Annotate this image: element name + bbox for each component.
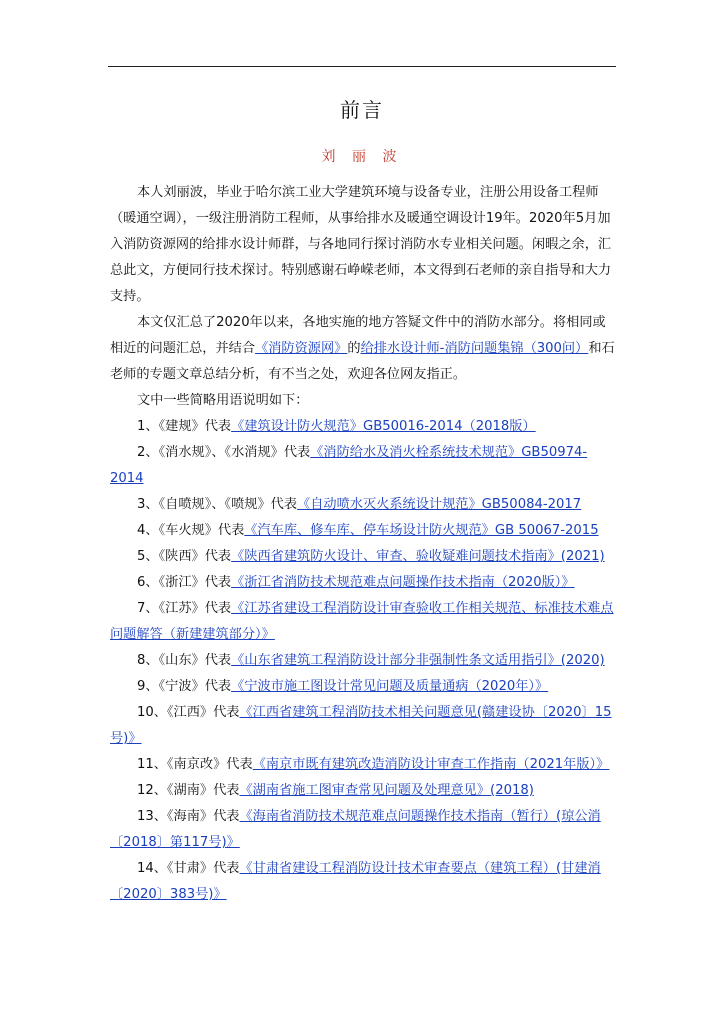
list-item xyxy=(110,570,618,596)
abbreviation-label: 3、《自喷规》、《喷规》代表 xyxy=(137,497,298,512)
list-item xyxy=(110,752,618,778)
standard-link[interactable]: 《海南省消防技术规范难点问题操作技术指南（暂行）(琼公消〔2018〕第117号)》 xyxy=(110,809,601,850)
standard-link[interactable]: 《浙江省消防技术规范难点问题操作技术指南（2020版）》 xyxy=(231,575,575,590)
author-name: 刘 丽 波 xyxy=(321,149,403,165)
abbreviation-label: 13、《海南》代表 xyxy=(137,809,240,824)
abbreviation-label: 11、《南京改》代表 xyxy=(137,757,253,772)
list-item xyxy=(110,440,618,492)
standard-link[interactable]: 《宁波市施工图设计常见问题及质量通病（2020年）》 xyxy=(231,679,549,694)
scope-text-c: 和石老师的专题文章总结分析，有不当之处，欢迎各位网友指正。 xyxy=(110,341,615,382)
list-item xyxy=(110,492,618,518)
standard-link[interactable]: 《南京市既有建筑改造消防设计审查工作指南（2021年版）》 xyxy=(252,757,610,772)
xiaofang-ziyuan-link[interactable]: 《消防资源网》 xyxy=(255,341,348,356)
standard-link[interactable]: 《建筑设计防火规范》GB50016-2014（2018版） xyxy=(231,419,536,434)
standard-link[interactable]: 《山东省建筑工程消防设计部分非强制性条文适用指引》(2020) xyxy=(231,653,605,668)
abbreviation-label: 6、《浙江》代表 xyxy=(137,575,232,590)
abbreviation-label: 5、《陕西》代表 xyxy=(137,549,232,564)
standard-link[interactable]: 《陕西省建筑防火设计、审查、验收疑难问题技术指南》(2021) xyxy=(231,549,605,564)
abbreviation-label: 4、《车火规》代表 xyxy=(137,523,245,538)
page-title: 前言 xyxy=(340,98,384,122)
abbreviation-label: 9、《宁波》代表 xyxy=(137,679,232,694)
scope-text-a: 本文仅汇总了2020年以来，各地实施的地方答疑文件中的消防水部分。将相同或相近的问题汇总，并结合 xyxy=(110,315,606,356)
standard-link[interactable]: 《消防给水及消火栓系统技术规范》GB50974-2014 xyxy=(110,445,588,486)
list-item xyxy=(110,778,618,804)
abbreviation-label: 1、《建规》代表 xyxy=(137,419,232,434)
abbreviation-label: 2、《消水规》、《水消规》代表 xyxy=(137,445,311,460)
abbreviation-list xyxy=(110,414,618,908)
standard-link[interactable]: 《汽车库、修车库、停车场设计防火规范》GB 50067-2015 xyxy=(244,523,599,538)
list-item xyxy=(110,518,618,544)
standard-link[interactable]: 《江苏省建设工程消防设计审查验收工作相关规范、标准技术难点问题解答（新建建筑部分）》 xyxy=(110,601,614,642)
standard-link[interactable]: 《湖南省施工图审查常见问题及处理意见》(2018) xyxy=(239,783,534,798)
abbreviation-label: 8、《山东》代表 xyxy=(137,653,232,668)
standard-link[interactable]: 《江西省建筑工程消防技术相关问题意见(赣建设协〔2020〕15号)》 xyxy=(110,705,612,746)
document-body xyxy=(110,180,618,908)
abbreviation-intro: 文中一些简略用语说明如下： xyxy=(137,393,309,408)
list-item xyxy=(110,596,618,648)
list-item xyxy=(110,414,618,440)
list-item xyxy=(110,700,618,752)
abbreviation-label: 10、《江西》代表 xyxy=(137,705,240,720)
intro-paragraph: 本人刘丽波，毕业于哈尔滨工业大学建筑环境与设备专业，注册公用设备工程师（暖通空调），一级注册消防工程师，从事给排水及暖通空调设计19年。2020年5月加入消防资源网的给排水设计师群，与各地同行探讨消防水专业相关问题。闲暇之余，汇总此文，方便同行技术探讨。特别感谢石峥嵘老师，本文得到石老师的亲自指导和大力支持。 xyxy=(110,185,612,304)
list-item xyxy=(110,674,618,700)
header-rule xyxy=(108,66,616,67)
list-item xyxy=(110,544,618,570)
scope-paragraph xyxy=(110,310,618,388)
standard-link[interactable]: 《甘肃省建设工程消防设计技术审查要点（建筑工程）(甘建消〔2020〕383号)》 xyxy=(110,861,601,902)
faq-collection-link[interactable]: 给排水设计师-消防问题集锦（300问） xyxy=(360,341,589,356)
abbreviation-label: 7、《江苏》代表 xyxy=(137,601,232,616)
list-item xyxy=(110,648,618,674)
abbreviation-label: 12、《湖南》代表 xyxy=(137,783,240,798)
abbreviation-label: 14、《甘肃》代表 xyxy=(137,861,240,876)
scope-text-b: 的 xyxy=(347,341,361,356)
list-item xyxy=(110,856,618,908)
list-item xyxy=(110,804,618,856)
standard-link[interactable]: 《自动喷水灭火系统设计规范》GB50084-2017 xyxy=(297,497,582,512)
